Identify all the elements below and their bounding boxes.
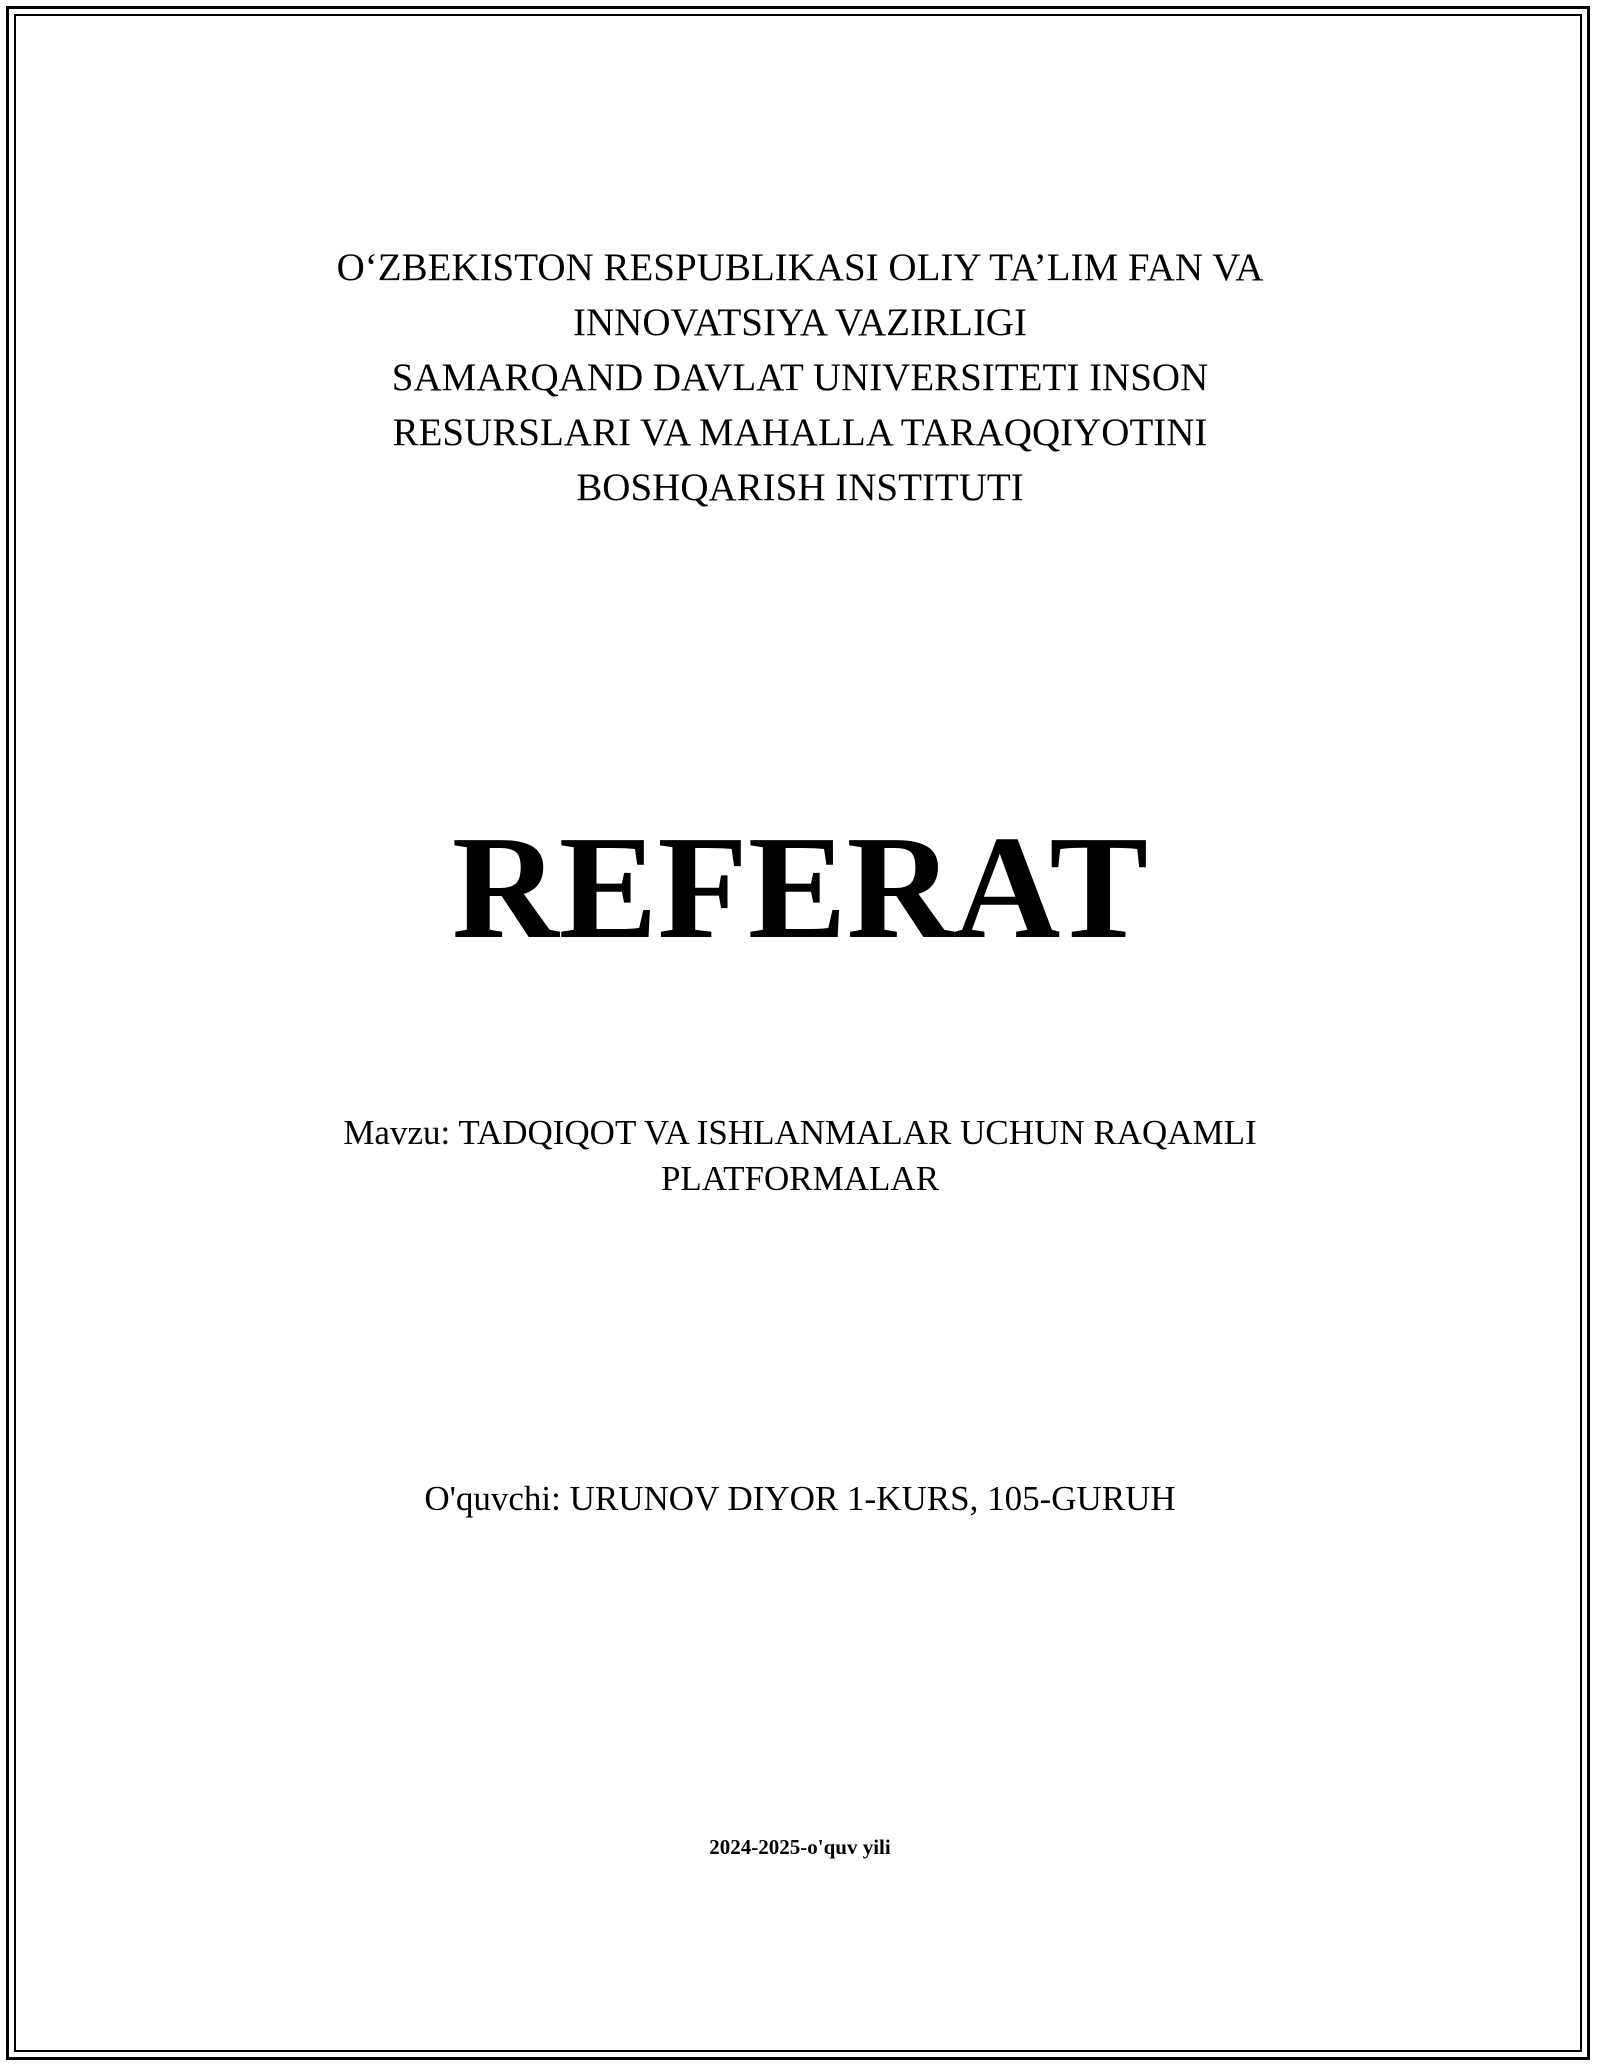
ministry-line: RESURSLARI VA MAHALLA TARAQQIYOTINI — [392, 411, 1208, 454]
student-info: O'quvchi: URUNOV DIYOR 1-KURS, 105-GURUH — [424, 1479, 1176, 1518]
topic-line: PLATFORMALAR — [660, 1159, 940, 1198]
topic-line: Mavzu: TADQIQOT VA ISHLANMALAR UCHUN RAQAMLI — [343, 1113, 1257, 1152]
topic-block — [200, 1110, 1400, 1202]
ministry-header — [200, 240, 1400, 515]
ministry-line: INNOVATSIYA VAZIRLIGI — [573, 301, 1027, 344]
document-title: REFERAT — [451, 806, 1149, 970]
academic-year: 2024-2025-o'quv yili — [709, 1835, 891, 1859]
ministry-line: BOSHQARISH INSTITUTI — [576, 466, 1024, 509]
ministry-line: O‘ZBEKISTON RESPUBLIKASI OLIY TA’LIM FAN VA — [336, 246, 1264, 289]
ministry-line: SAMARQAND DAVLAT UNIVERSITETI INSON — [391, 356, 1209, 399]
